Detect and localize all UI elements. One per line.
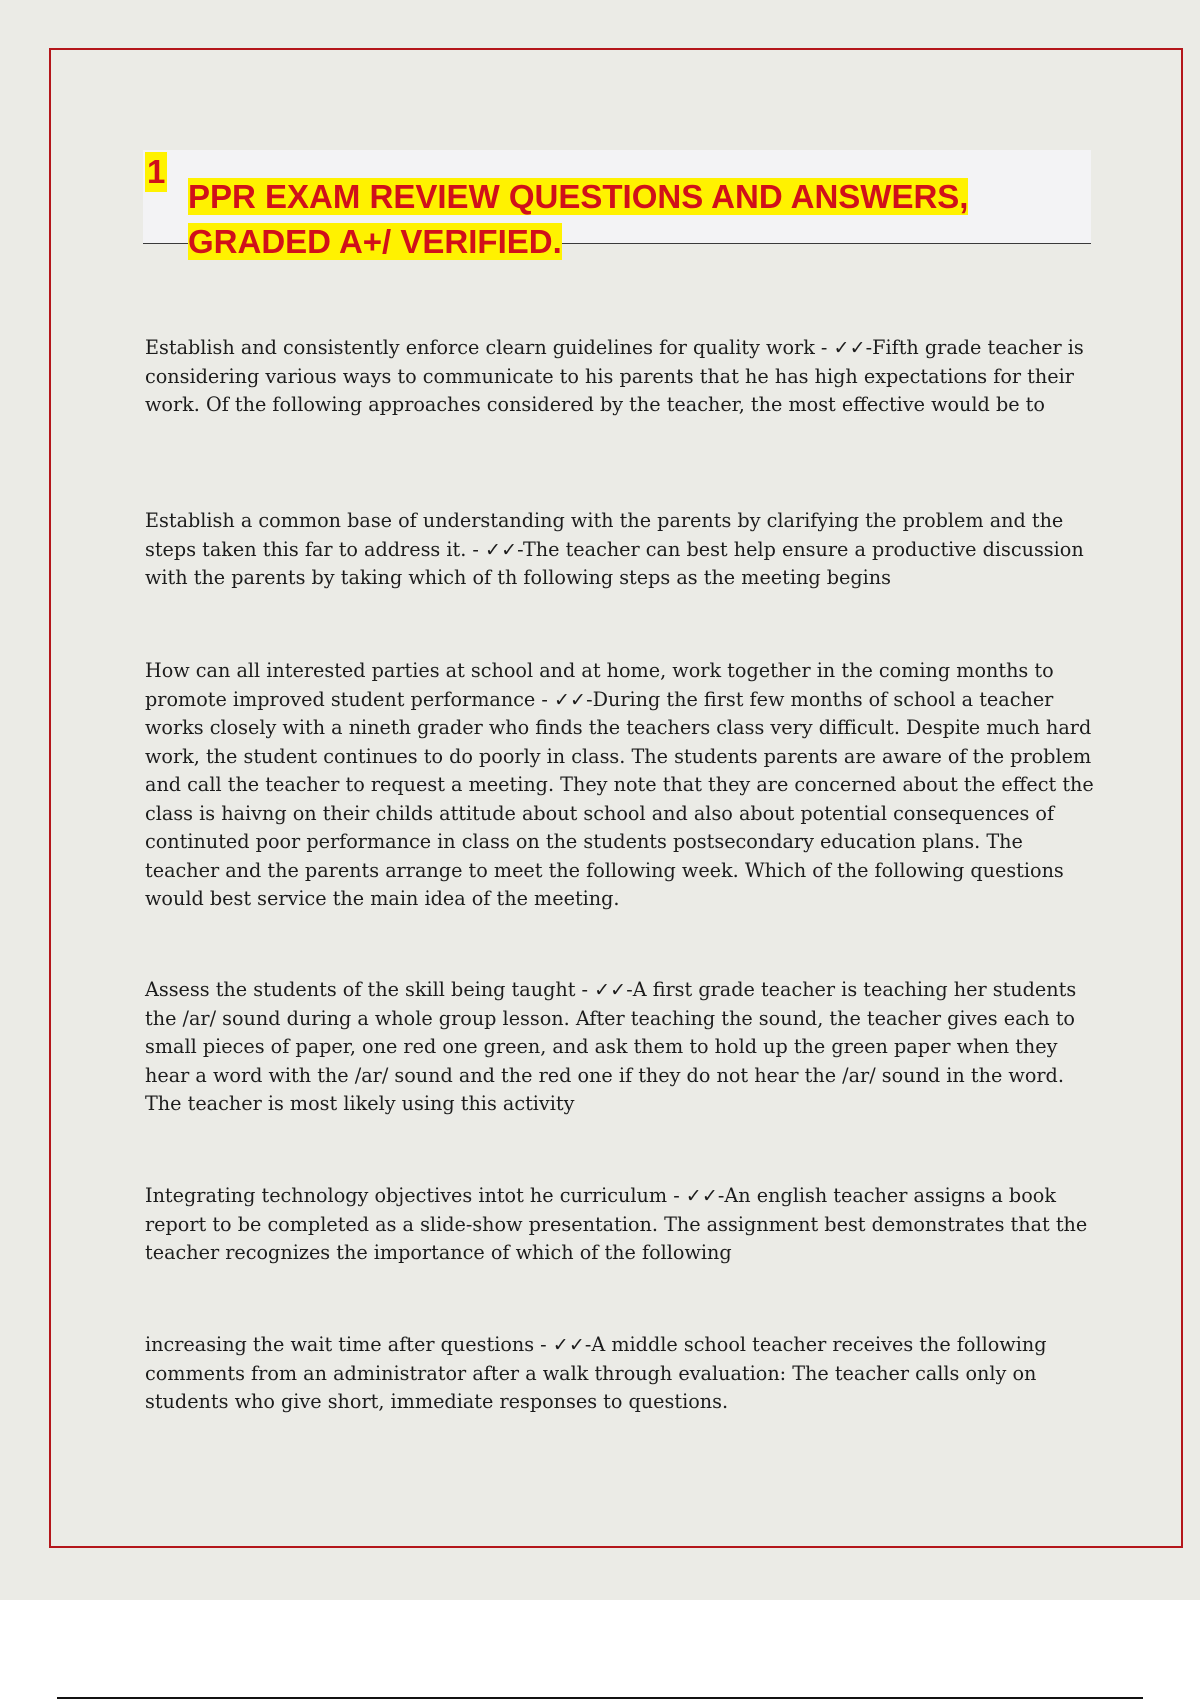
qa-item-4: Assess the students of the skill being taught - ✓✓-A first grade teacher is teaching her students the /ar/ sound during a whole group lesson. After teaching the sound, the teacher gives each to small pieces of paper, one red one green, and ask them to hold up the green paper when they hear a word with the /ar/ sound and the red one if they do not hear the /ar/ sound in the word. The teacher is most likely using this activity bbox=[145, 978, 1077, 1115]
qa-item-2: Establish a common base of understanding with the parents by clarifying the problem and the steps taken this far to address it. - ✓✓-The teacher can best help ensure a productive discussion with the parents by taking which of th following steps as the meeting begins bbox=[145, 509, 1084, 589]
footer-rule bbox=[57, 1697, 1143, 1699]
page-title bbox=[188, 174, 1068, 264]
qa-item-1: Establish and consistently enforce clearn guidelines for quality work - ✓✓-Fifth grade teacher is considering various ways to communicate to his parents that he has high expectations for their work. Of the following approaches considered by the teacher, the most effective would be to bbox=[145, 336, 1084, 416]
qa-item-5: Integrating technology objectives intot he curriculum - ✓✓-An english teacher assigns a book report to be completed as a slide-show presentation. The assignment best demonstrates that the teacher recognizes the importance of which of the following bbox=[145, 1184, 1088, 1264]
heading-number: 1 bbox=[147, 153, 166, 190]
page-title-highlight: PPR EXAM REVIEW QUESTIONS AND ANSWERS, GRADED A+/ VERIFIED. bbox=[188, 178, 969, 261]
qa-item-6: increasing the wait time after questions - ✓✓-A middle school teacher receives the following comments from an administrator after a walk through evaluation: The teacher calls only on students who give short, immediate responses to questions. bbox=[145, 1333, 1047, 1413]
qa-item-3: How can all interested parties at school and at home, work together in the coming months to promote improved student performance - ✓✓-During the first few months of school a teacher works closely with a nineth grader who finds the teachers class very difficult. Despite much hard work, the student continues to do poorly in class. The students parents are aware of the problem and call the teacher to request a meeting. They note that they are concerned about the effect the class is haivng on their childs attitude about school and also about potential consequences of continuted poor performance in class on the students postsecondary education plans. The teacher and the parents arrange to meet the following week. Which of the following questions would best service the main idea of the meeting. bbox=[145, 659, 1094, 910]
